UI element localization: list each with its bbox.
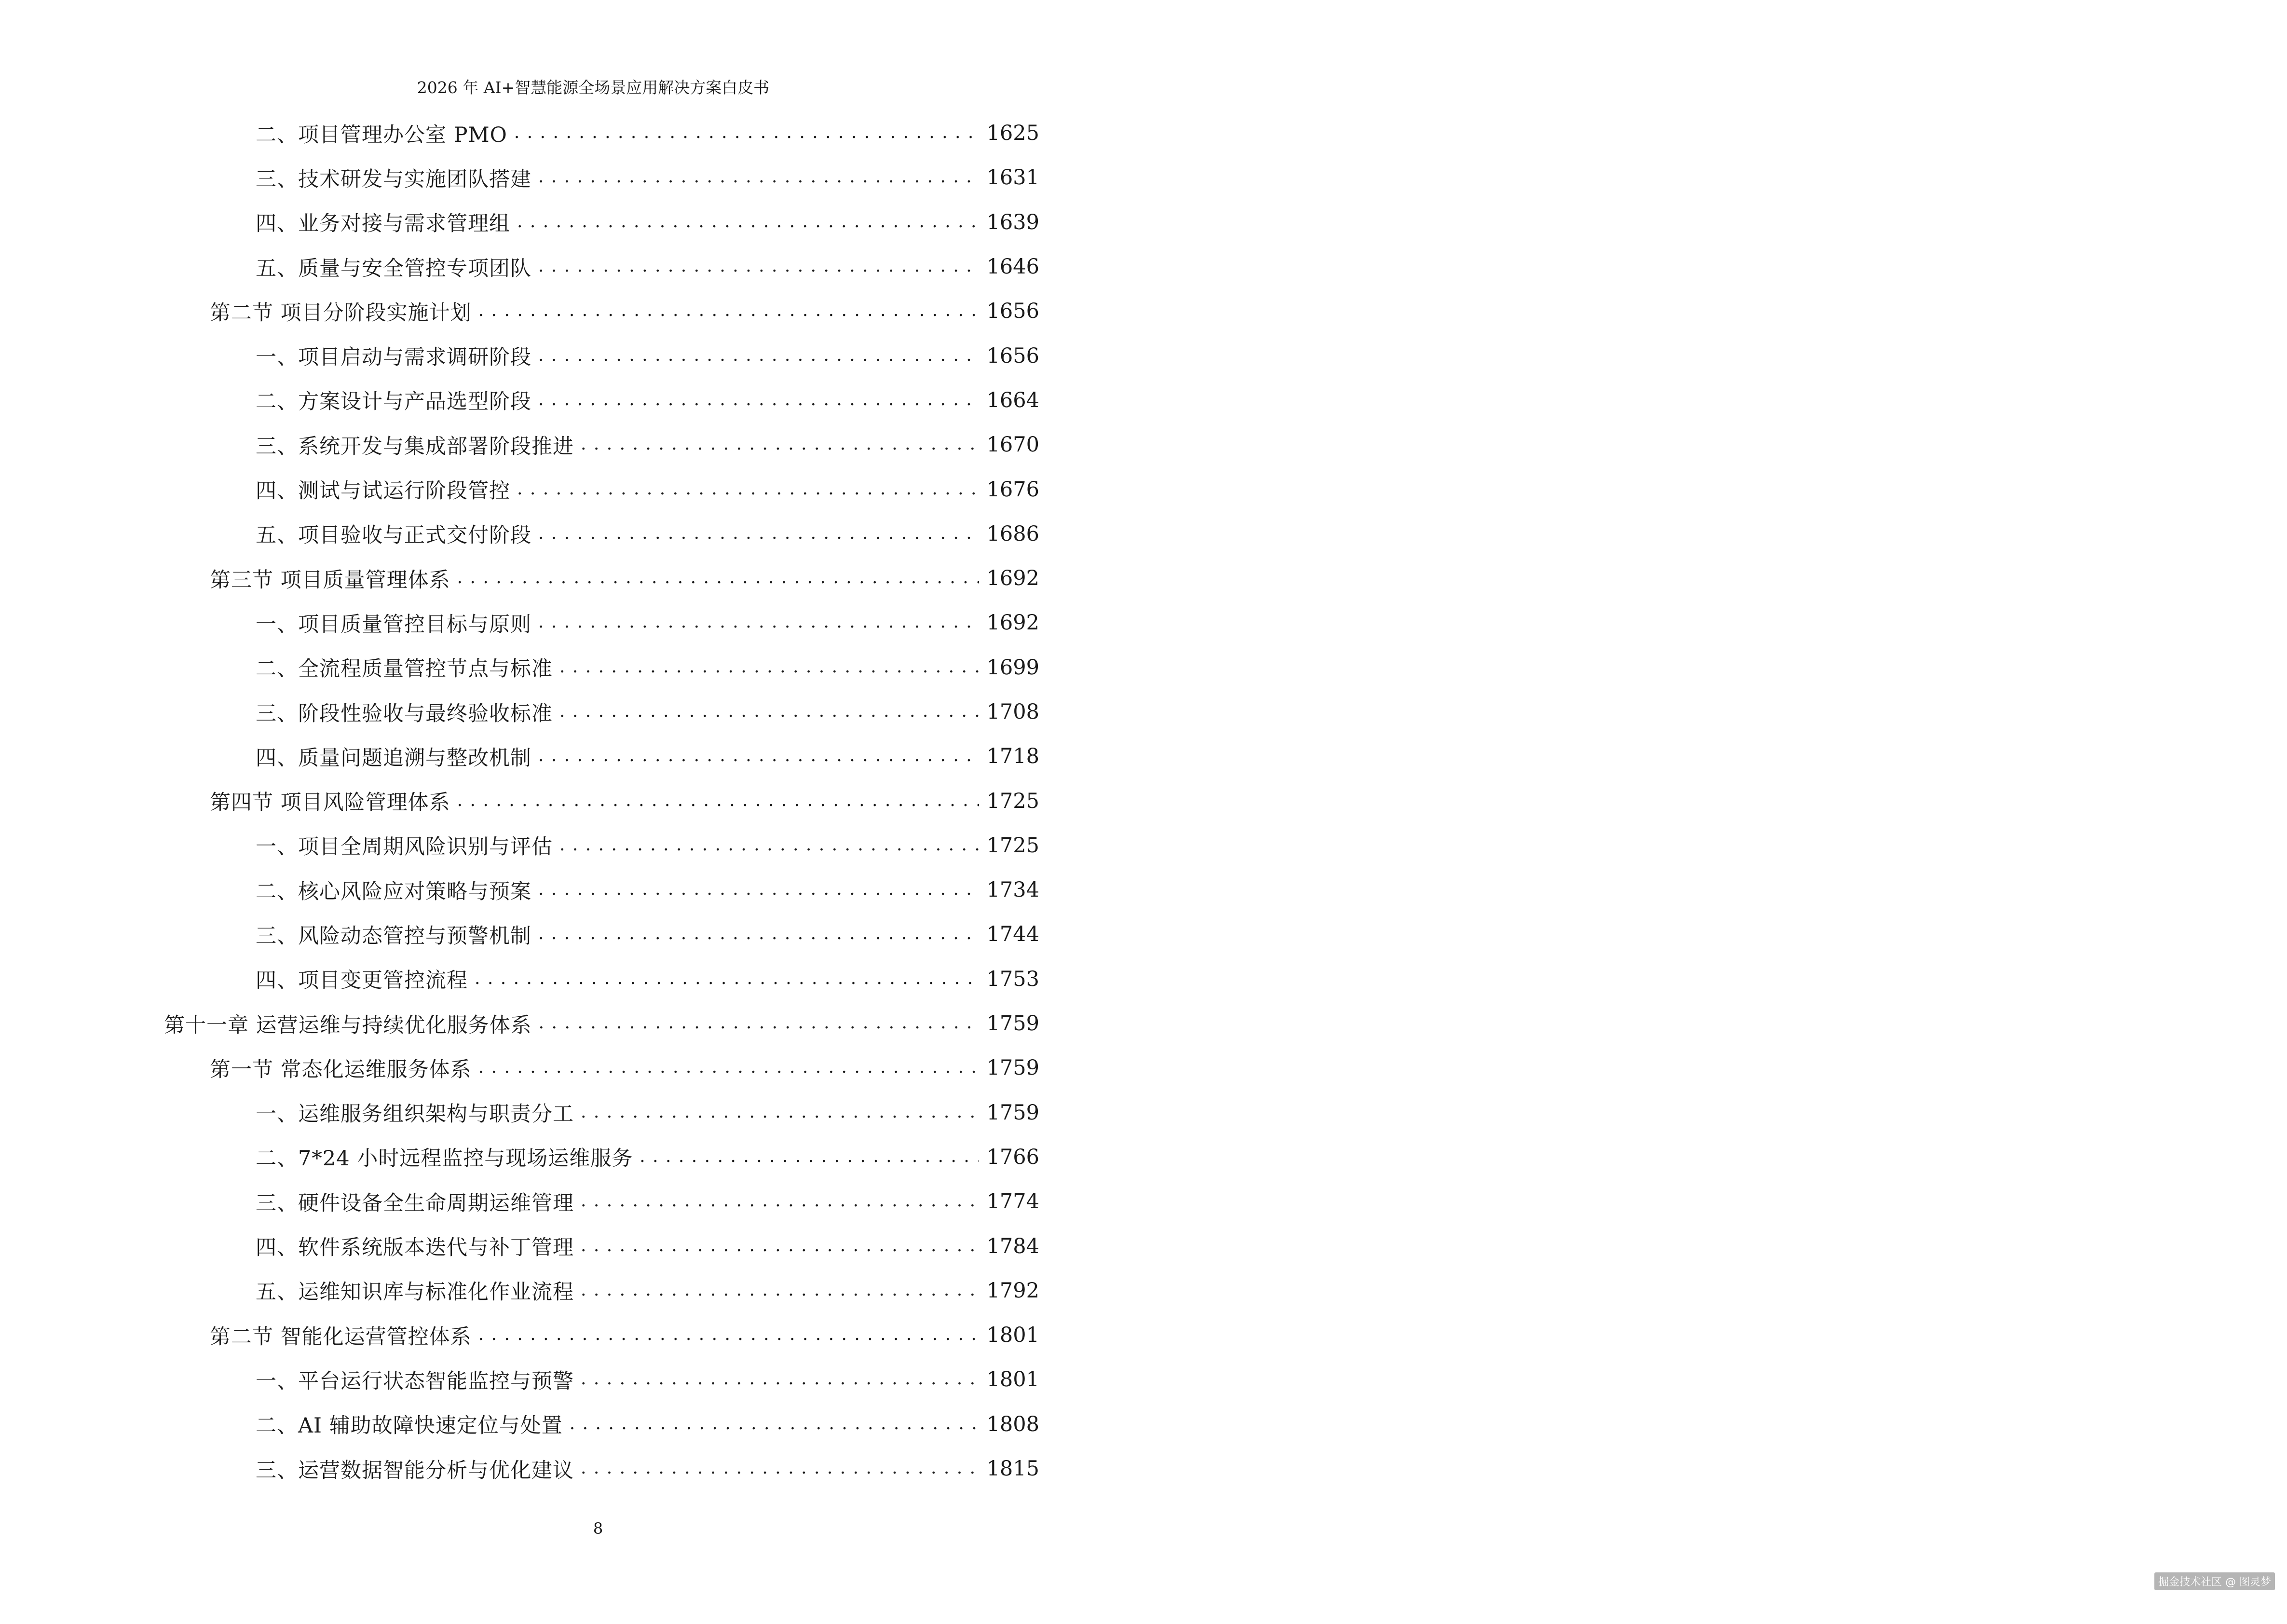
toc-entry-title: 三、风险动态管控与预警机制 — [256, 924, 531, 948]
toc-entry[interactable] — [164, 1001, 1039, 1046]
toc-entry-title: 四、项目变更管控流程 — [256, 969, 468, 993]
toc-entry-page: 1686 — [986, 521, 1039, 546]
toc-entry-title: 第四节 项目风险管理体系 — [210, 791, 450, 815]
toc-leader-dots — [581, 1459, 979, 1478]
toc-entry-title: 五、运维知识库与标准化作业流程 — [256, 1280, 574, 1305]
toc-entry-page: 1744 — [986, 922, 1039, 947]
toc-entry-page: 1734 — [986, 878, 1039, 902]
toc-leader-dots — [517, 480, 979, 499]
toc-entry-page: 1646 — [986, 255, 1039, 279]
toc-entry-page: 1670 — [986, 433, 1039, 457]
toc-leader-dots — [538, 925, 979, 944]
toc-entry[interactable] — [164, 1179, 1039, 1224]
toc-entry-page: 1692 — [986, 611, 1039, 635]
toc-leader-dots — [559, 836, 979, 855]
toc-leader-dots — [457, 569, 979, 588]
toc-entry-title: 二、AI 辅助故障快速定位与处置 — [256, 1414, 563, 1438]
toc-entry-title: 三、技术研发与实施团队搭建 — [256, 167, 531, 191]
toc-entry[interactable] — [164, 378, 1039, 423]
toc-entry-title: 二、项目管理办公室 PMO — [256, 123, 507, 147]
toc-entry-page: 1725 — [986, 833, 1039, 858]
toc-entry-title: 三、阶段性验收与最终验收标准 — [256, 701, 553, 726]
toc-leader-dots — [539, 1014, 979, 1033]
toc-entry-title: 四、业务对接与需求管理组 — [256, 212, 510, 236]
toc-leader-dots — [559, 658, 979, 677]
toc-leader-dots — [538, 391, 979, 410]
toc-entry-page: 1759 — [986, 1011, 1039, 1036]
toc-entry-title: 第三节 项目质量管理体系 — [210, 568, 450, 592]
toc-entry[interactable] — [164, 155, 1039, 200]
toc-entry-title: 四、软件系统版本迭代与补丁管理 — [256, 1236, 574, 1260]
toc-entry-page: 1656 — [986, 299, 1039, 324]
toc-entry-page: 1784 — [986, 1234, 1039, 1258]
toc-entry[interactable] — [164, 289, 1039, 333]
toc-leader-dots — [457, 792, 979, 811]
toc-entry-page: 1725 — [986, 789, 1039, 813]
toc-leader-dots — [581, 435, 979, 454]
toc-entry-title: 二、全流程质量管控节点与标准 — [256, 657, 553, 682]
toc-entry[interactable] — [164, 1357, 1039, 1402]
toc-entry-title: 五、质量与安全管控专项团队 — [256, 256, 531, 281]
toc-entry-page: 1766 — [986, 1145, 1039, 1169]
toc-entry-title: 四、质量问题追溯与整改机制 — [256, 746, 531, 770]
toc-entry[interactable] — [164, 1135, 1039, 1179]
toc-entry-title: 四、测试与试运行阶段管控 — [256, 479, 510, 504]
toc-entry-title: 第一节 常态化运维服务体系 — [210, 1057, 472, 1082]
toc-entry[interactable] — [164, 600, 1039, 645]
toc-entry-page: 1708 — [986, 700, 1039, 724]
toc-entry[interactable] — [164, 1046, 1039, 1090]
toc-entry[interactable] — [164, 423, 1039, 467]
toc-entry-page: 1808 — [986, 1412, 1039, 1436]
toc-entry[interactable] — [164, 1269, 1039, 1313]
toc-entry[interactable] — [164, 556, 1039, 600]
toc-entry-title: 一、运维服务组织架构与职责分工 — [256, 1102, 574, 1127]
toc-leader-dots — [538, 524, 979, 544]
toc-leader-dots — [475, 969, 979, 989]
toc-entry-title: 一、平台运行状态智能监控与预警 — [256, 1369, 574, 1393]
toc-entry-title: 第二节 智能化运营管控体系 — [210, 1324, 472, 1349]
toc-entry[interactable] — [164, 823, 1039, 868]
toc-leader-dots — [478, 1325, 979, 1345]
toc-leader-dots — [581, 1192, 979, 1211]
toc-entry-page: 1699 — [986, 655, 1039, 680]
page-header: 2026 年 AI+智慧能源全场景应用解决方案白皮书 — [417, 78, 770, 97]
toc-entry-page: 1664 — [986, 388, 1039, 412]
toc-leader-dots — [581, 1103, 979, 1122]
toc-entry[interactable] — [164, 1402, 1039, 1447]
toc-entry-title: 一、项目全周期风险识别与评估 — [256, 835, 553, 860]
toc-entry-title: 三、运营数据智能分析与优化建议 — [256, 1458, 574, 1483]
toc-entry-title: 一、项目质量管控目标与原则 — [256, 612, 531, 637]
toc-entry-title: 二、核心风险应对策略与预案 — [256, 879, 531, 904]
toc-entry[interactable] — [164, 512, 1039, 556]
toc-entry-page: 1801 — [986, 1367, 1039, 1392]
toc-leader-dots — [570, 1415, 979, 1434]
toc-entry-title: 三、硬件设备全生命周期运维管理 — [256, 1191, 574, 1215]
toc-entry[interactable] — [164, 200, 1039, 245]
toc-entry-page: 1815 — [986, 1457, 1039, 1481]
watermark: 掘金技术社区 @ 图灵梦 — [2154, 1572, 2275, 1590]
toc-entry[interactable] — [164, 1091, 1039, 1135]
toc-entry[interactable] — [164, 734, 1039, 778]
toc-entry-page: 1792 — [986, 1278, 1039, 1303]
toc-entry-page: 1753 — [986, 967, 1039, 991]
toc-leader-dots — [538, 346, 979, 366]
toc-leader-dots — [538, 613, 979, 632]
toc-entry-title: 五、项目验收与正式交付阶段 — [256, 523, 531, 548]
toc-entry-title: 二、7*24 小时远程监控与现场运维服务 — [256, 1146, 633, 1171]
toc-leader-dots — [559, 702, 979, 722]
toc-leader-dots — [517, 213, 979, 232]
toc-entry-page: 1801 — [986, 1323, 1039, 1348]
toc-entry-page: 1676 — [986, 477, 1039, 502]
right-page — [1144, 0, 2287, 1624]
toc-entry-title: 第二节 项目分阶段实施计划 — [210, 300, 472, 325]
toc-leader-dots — [538, 257, 979, 276]
toc-entry-title: 三、系统开发与集成部署阶段推进 — [256, 434, 574, 459]
toc-leader-dots — [538, 880, 979, 900]
table-of-contents — [164, 111, 1039, 1491]
toc-entry[interactable] — [164, 245, 1039, 289]
toc-entry-title: 第十一章 运营运维与持续优化服务体系 — [164, 1013, 532, 1037]
toc-entry-page: 1656 — [986, 343, 1039, 368]
toc-entry-page: 1759 — [986, 1100, 1039, 1125]
toc-entry[interactable] — [164, 467, 1039, 511]
toc-entry-page: 1774 — [986, 1189, 1039, 1214]
toc-entry-page: 1639 — [986, 210, 1039, 234]
toc-leader-dots — [581, 1281, 979, 1300]
toc-entry-page: 1759 — [986, 1056, 1039, 1080]
toc-entry-page: 1625 — [986, 121, 1039, 146]
page-number: 8 — [593, 1519, 603, 1538]
toc-entry[interactable] — [164, 333, 1039, 378]
toc-leader-dots — [478, 301, 979, 321]
toc-leader-dots — [538, 168, 979, 187]
toc-entry[interactable] — [164, 778, 1039, 823]
toc-entry-title: 一、项目启动与需求调研阶段 — [256, 345, 531, 370]
toc-leader-dots — [514, 123, 979, 143]
toc-leader-dots — [478, 1058, 979, 1078]
toc-entry[interactable] — [164, 868, 1039, 912]
toc-leader-dots — [581, 1237, 979, 1256]
toc-leader-dots — [581, 1370, 979, 1389]
toc-entry[interactable] — [164, 645, 1039, 690]
toc-entry[interactable] — [164, 1313, 1039, 1357]
toc-entry-page: 1692 — [986, 566, 1039, 591]
toc-entry-title: 二、方案设计与产品选型阶段 — [256, 390, 531, 414]
toc-leader-dots — [538, 747, 979, 766]
toc-entry-page: 1718 — [986, 744, 1039, 769]
toc-entry-page: 1631 — [986, 165, 1039, 190]
toc-entry[interactable] — [164, 957, 1039, 1001]
toc-entry[interactable] — [164, 1447, 1039, 1491]
toc-entry[interactable] — [164, 690, 1039, 734]
toc-entry[interactable] — [164, 912, 1039, 956]
toc-leader-dots — [640, 1147, 979, 1167]
toc-entry[interactable] — [164, 111, 1039, 155]
toc-entry[interactable] — [164, 1224, 1039, 1268]
